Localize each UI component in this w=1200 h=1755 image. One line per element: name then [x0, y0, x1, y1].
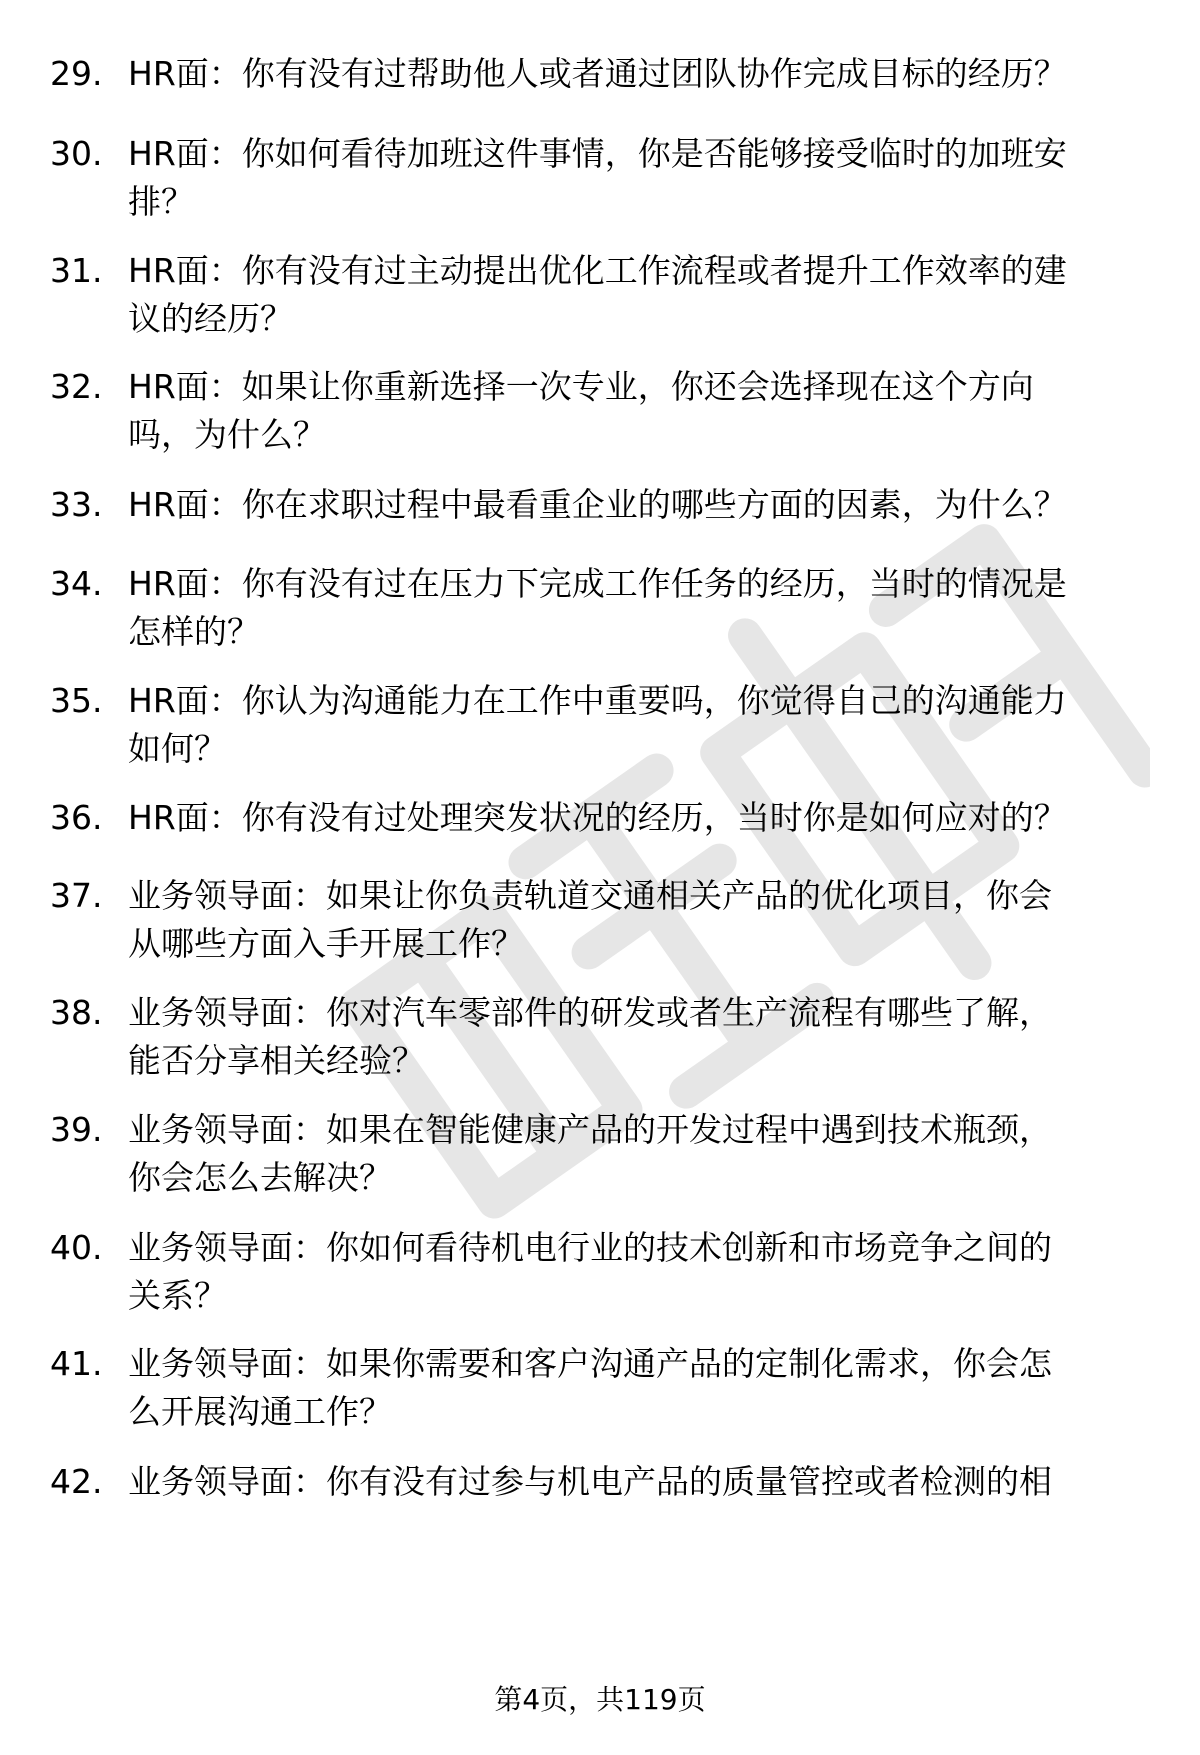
question-text: [128, 560, 1158, 656]
page-footer: 第4页，共119页: [494, 1683, 706, 1716]
question-number: 39.: [50, 1110, 103, 1149]
question-text-line: 业务领导面：如果在智能健康产品的开发过程中遇到技术瓶颈，: [128, 1110, 1052, 1149]
question-text-line: 业务领导面：如果你需要和客户沟通产品的定制化需求，你会怎: [128, 1344, 1052, 1383]
question-item: [0, 1458, 1200, 1506]
question-item: [0, 50, 1200, 98]
question-item: [0, 989, 1200, 1085]
question-text: [128, 989, 1158, 1085]
question-number: 32.: [50, 367, 103, 406]
question-number: 37.: [50, 876, 103, 915]
question-text: [128, 1340, 1158, 1436]
question-number: 34.: [50, 564, 103, 603]
question-item: [0, 1224, 1200, 1320]
question-number: 35.: [50, 681, 103, 720]
question-item: [0, 560, 1200, 656]
question-text-line: HR面：你在求职过程中最看重企业的哪些方面的因素，为什么？: [128, 485, 1067, 524]
question-number: 36.: [50, 798, 103, 837]
question-item: [0, 872, 1200, 968]
question-text: [128, 50, 1158, 98]
question-item: [0, 1340, 1200, 1436]
question-text-line: 排？: [128, 182, 194, 221]
question-number: 31.: [50, 251, 103, 290]
question-text-line: 么开展沟通工作？: [128, 1392, 392, 1431]
question-text-line: 如何？: [128, 729, 227, 768]
question-text-line: 吗，为什么？: [128, 415, 326, 454]
question-text: [128, 872, 1158, 968]
question-number: 38.: [50, 993, 103, 1032]
question-text-line: 能否分享相关经验？: [128, 1041, 425, 1080]
question-text-line: 业务领导面：你如何看待机电行业的技术创新和市场竞争之间的: [128, 1228, 1052, 1267]
question-text: [128, 1106, 1158, 1202]
question-text-line: 从哪些方面入手开展工作？: [128, 924, 524, 963]
question-number: 42.: [50, 1462, 103, 1501]
question-text-line: 关系？: [128, 1276, 227, 1315]
question-text-line: HR面：你有没有过主动提出优化工作流程或者提升工作效率的建: [128, 251, 1067, 290]
question-number: 41.: [50, 1344, 103, 1383]
question-text: [128, 794, 1158, 842]
question-text-line: 业务领导面：你对汽车零部件的研发或者生产流程有哪些了解，: [128, 993, 1052, 1032]
question-text-line: HR面：如果让你重新选择一次专业，你还会选择现在这个方向: [128, 367, 1034, 406]
question-item: [0, 130, 1200, 226]
question-text-line: HR面：你有没有过在压力下完成工作任务的经历，当时的情况是: [128, 564, 1067, 603]
question-text-line: HR面：你认为沟通能力在工作中重要吗，你觉得自己的沟通能力: [128, 681, 1067, 720]
question-text-line: 议的经历？: [128, 299, 293, 338]
question-item: [0, 794, 1200, 842]
question-text-line: HR面：你有没有过帮助他人或者通过团队协作完成目标的经历？: [128, 54, 1067, 93]
question-number: 29.: [50, 54, 103, 93]
question-item: [0, 481, 1200, 529]
question-text: [128, 363, 1158, 459]
question-text: [128, 1458, 1158, 1506]
question-text: [128, 481, 1158, 529]
question-number: 30.: [50, 134, 103, 173]
question-text: [128, 247, 1158, 343]
question-text: [128, 677, 1158, 773]
question-text: [128, 130, 1158, 226]
question-number: 33.: [50, 485, 103, 524]
question-text-line: 业务领导面：如果让你负责轨道交通相关产品的优化项目，你会: [128, 876, 1052, 915]
question-item: [0, 677, 1200, 773]
question-text-line: HR面：你如何看待加班这件事情，你是否能够接受临时的加班安: [128, 134, 1067, 173]
question-text-line: 你会怎么去解决？: [128, 1158, 392, 1197]
question-item: [0, 1106, 1200, 1202]
question-text-line: 业务领导面：你有没有过参与机电产品的质量管控或者检测的相: [128, 1462, 1052, 1501]
question-text: [128, 1224, 1158, 1320]
question-text-line: 怎样的？: [128, 612, 260, 651]
question-number: 40.: [50, 1228, 103, 1267]
question-item: [0, 363, 1200, 459]
question-text-line: HR面：你有没有过处理突发状况的经历，当时你是如何应对的？: [128, 798, 1067, 837]
question-item: [0, 247, 1200, 343]
